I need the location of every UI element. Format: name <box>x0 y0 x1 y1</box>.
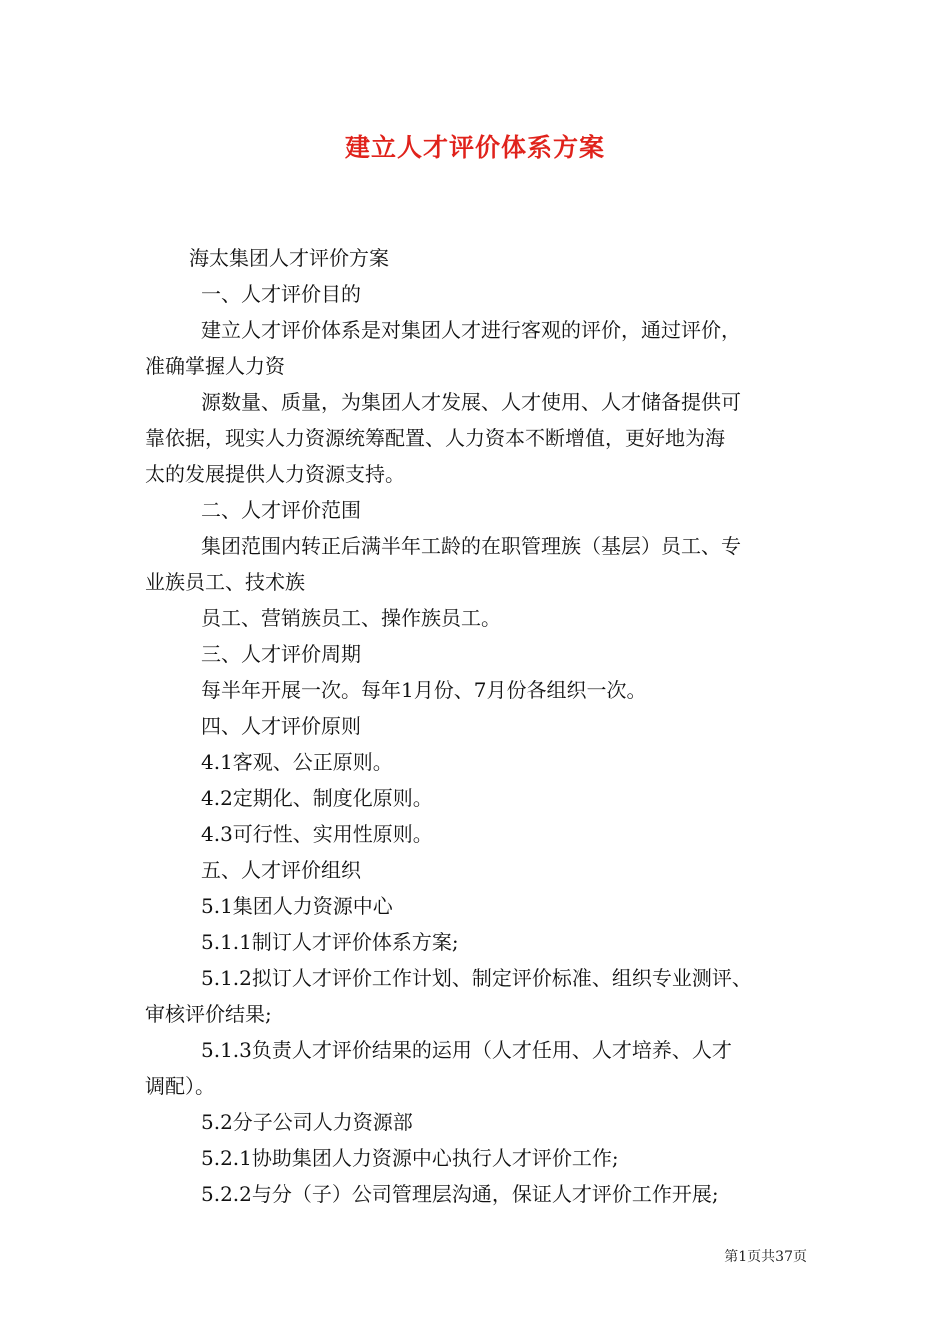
text-line: 5.1集团人力资源中心 <box>201 894 393 918</box>
text-line: 四、人才评价原则 <box>201 714 361 738</box>
text-line: 靠依据，现实人力资源统筹配置、人力资本不断增值，更好地为海 <box>145 426 725 450</box>
text-line: 5.1.1制订人才评价体系方案; <box>201 930 459 954</box>
text-line: 4.3可行性、实用性原则。 <box>201 822 433 846</box>
text-line: 5.2.2与分（子）公司管理层沟通，保证人才评价工作开展; <box>201 1182 719 1206</box>
text-line: 5.2分子公司人力资源部 <box>201 1110 413 1134</box>
text-line: 集团范围内转正后满半年工龄的在职管理族（基层）员工、专 <box>201 534 741 558</box>
text-line: 每半年开展一次。每年1月份、7月份各组织一次。 <box>201 678 647 702</box>
text-line: 4.1客观、公正原则。 <box>201 750 393 774</box>
text-line: 海太集团人才评价方案 <box>189 246 389 270</box>
text-line: 三、人才评价周期 <box>201 642 361 666</box>
text-line: 一、人才评价目的 <box>201 282 361 306</box>
text-line: 源数量、质量，为集团人才发展、人才使用、人才储备提供可 <box>201 390 741 414</box>
text-line: 五、人才评价组织 <box>201 858 361 882</box>
text-line: 员工、营销族员工、操作族员工。 <box>201 606 501 630</box>
text-line: 4.2定期化、制度化原则。 <box>201 786 433 810</box>
text-line: 准确掌握人力资 <box>145 354 285 378</box>
text-line: 5.1.2拟订人才评价工作计划、制定评价标准、组织专业测评、 <box>201 966 752 990</box>
text-line: 二、人才评价范围 <box>201 498 361 522</box>
text-line: 审核评价结果; <box>145 1002 272 1026</box>
document-title: 建立人才评价体系方案 <box>344 133 605 162</box>
text-line: 业族员工、技术族 <box>145 570 305 594</box>
document-body <box>145 240 810 1212</box>
text-line: 5.1.3负责人才评价结果的运用（人才任用、人才培养、人才 <box>201 1038 732 1062</box>
page-number-footer: 第1页共37页 <box>724 1249 807 1265</box>
text-line: 建立人才评价体系是对集团人才进行客观的评价，通过评价， <box>201 318 741 342</box>
text-line: 太的发展提供人力资源支持。 <box>145 462 405 486</box>
text-line: 5.2.1协助集团人力资源中心执行人才评价工作; <box>201 1146 619 1170</box>
text-line: 调配）。 <box>145 1074 215 1098</box>
